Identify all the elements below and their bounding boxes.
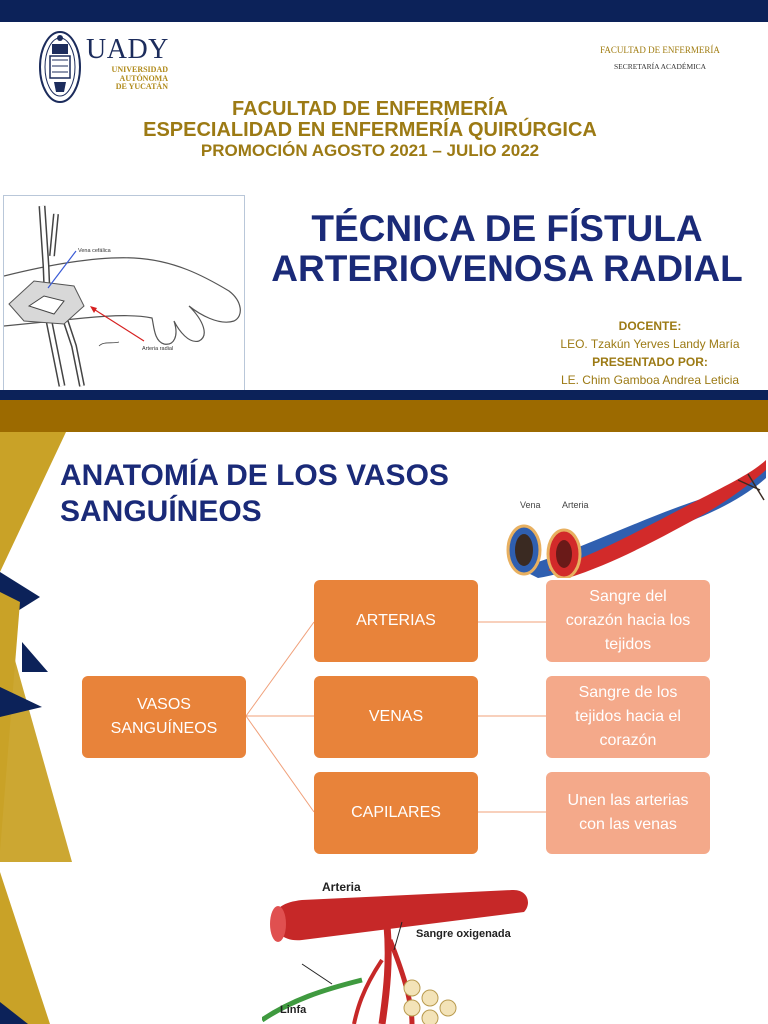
secretary-header-right: SECRETARÍA ACADÉMICA	[613, 62, 707, 71]
logo-wordmark: UADY	[86, 34, 169, 65]
label-artery: Arteria	[562, 500, 589, 510]
desc-arteries: Sangre del corazón hacia los tejidos	[546, 580, 710, 662]
fistula-illustration	[3, 195, 245, 391]
anatomy-slide	[0, 432, 768, 1024]
presenter-name: LE. Chim Gamboa Andrea Leticia	[560, 373, 740, 387]
credits-block	[540, 317, 760, 389]
label-capillary-artery: Arteria	[322, 880, 361, 894]
program-heading	[0, 99, 740, 161]
heading-specialty: ESPECIALIDAD EN ENFERMERÍA QUIRÚRGICA	[143, 119, 597, 141]
label-vein: Vena	[520, 500, 541, 510]
teacher-label: DOCENTE:	[618, 319, 682, 333]
presenter-label: PRESENTADO POR:	[592, 355, 708, 369]
node-arteries: ARTERIAS	[314, 580, 478, 662]
label-lymph: Linfa	[280, 1004, 307, 1016]
label-radial-artery: Arteria radial	[142, 346, 174, 352]
node-capillaries: CAPILARES	[314, 772, 478, 854]
arm-drawing-icon	[4, 196, 245, 391]
faculty-header-right: FACULTAD DE ENFERMERÍA	[600, 45, 720, 55]
node-blood-vessels: VASOS SANGUÍNEOS	[82, 676, 246, 758]
university-seal-icon	[38, 30, 82, 104]
footer-gold-band	[0, 400, 768, 432]
desc-capillaries: Unen las arterias con las venas	[546, 772, 710, 854]
heading-faculty: FACULTAD DE ENFERMERÍA	[232, 98, 508, 120]
label-oxygenated-blood: Sangre oxigenada	[416, 928, 511, 940]
label-cephalic-vein: Vena cefálica	[78, 248, 111, 254]
capillary-illustration	[262, 880, 562, 1024]
desc-veins: Sangre de los tejidos hacia el corazón	[546, 676, 710, 758]
node-veins: VENAS	[314, 676, 478, 758]
top-navy-bar	[0, 0, 768, 22]
teacher-name: LEO. Tzakún Yerves Landy María	[560, 337, 740, 351]
section-title: ANATOMÍA DE LOS VASOS SANGUÍNEOS	[60, 459, 449, 528]
title-slide	[0, 0, 768, 420]
capillary-network-icon	[262, 880, 562, 1024]
logo-subtitle: UNIVERSIDAD AUTÓNOMA DE YUCATÁN	[111, 65, 168, 91]
presentation-title: TÉCNICA DE FÍSTULA ARTERIOVENOSA RADIAL	[271, 208, 743, 289]
heading-promotion: PROMOCIÓN AGOSTO 2021 – JULIO 2022	[200, 141, 540, 160]
footer-navy-band	[0, 390, 768, 400]
